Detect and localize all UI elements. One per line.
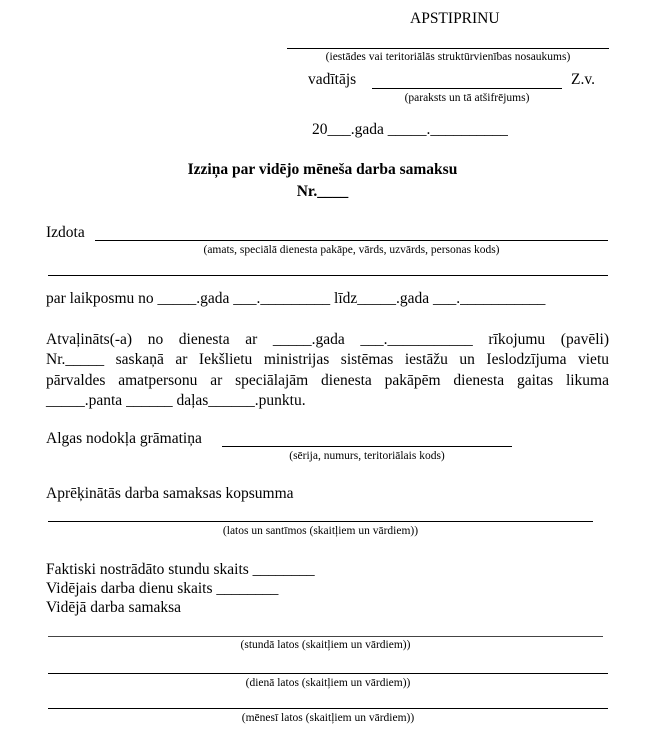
tax-book-caption: (sērija, numurs, teritoriālais kods) — [289, 450, 445, 462]
document-title: Izziņa par vidējo mēneša darba samaksu — [187, 161, 458, 178]
issued-label: Izdota — [46, 224, 85, 241]
approve-date: 20___.gada _____.__________ — [312, 121, 508, 138]
dismissal-line-4: _____.panta ______ daļas______.punktu. — [46, 392, 306, 409]
seal-label: Z.v. — [571, 71, 595, 88]
average-month-caption: (mēnesī latos (skaitļiem un vārdiem)) — [241, 712, 415, 724]
total-line[interactable] — [48, 521, 593, 522]
days-label: Vidējais darba dienu skaits ________ — [46, 580, 279, 597]
institution-caption: (iestādes vai teritoriālās struktūrvienības nosaukums) — [325, 51, 571, 63]
hours-label: Faktiski nostrādāto stundu skaits ________ — [46, 561, 315, 578]
signature-line[interactable] — [372, 88, 562, 89]
tax-book-line[interactable] — [222, 446, 512, 447]
issued-line-2[interactable] — [48, 275, 608, 276]
approve-title: APSTIPRINU — [410, 10, 500, 27]
period-text: par laikposmu no _____.gada ___._________ līdz_____.gada ___.___________ — [46, 290, 546, 307]
dismissal-line-2: Nr._____ saskaņā ar Iekšlietu ministrijas sistēmas iestāžu un Ieslodzījuma vietu — [46, 351, 609, 368]
issued-caption: (amats, speciālā dienesta pakāpe, vārds, uzvārds, personas kods) — [203, 244, 500, 256]
dismissal-line-3: pārvaldes amatpersonu ar speciālajām dienesta pakāpēm dienesta gaitas likuma — [46, 372, 609, 389]
institution-line[interactable] — [287, 48, 609, 49]
head-label: vadītājs — [308, 71, 357, 88]
average-day-line[interactable] — [48, 673, 608, 674]
average-day-caption: (dienā latos (skaitļiem un vārdiem)) — [245, 677, 411, 689]
average-hour-caption: (stundā latos (skaitļiem un vārdiem)) — [240, 639, 411, 651]
document-number: Nr.____ — [296, 183, 349, 200]
issued-line[interactable] — [95, 240, 608, 241]
total-caption: (latos un santīmos (skaitļiem un vārdiem)) — [222, 525, 419, 537]
total-label: Aprēķinātās darba samaksas kopsumma — [46, 485, 294, 502]
tax-book-label: Algas nodokļa grāmatiņa — [46, 430, 202, 447]
average-month-line[interactable] — [48, 708, 608, 709]
dismissal-line-1: Atvaļināts(-a) no dienesta ar _____.gada ___.___________ rīkojumu (pavēli) — [46, 331, 609, 348]
average-label: Vidējā darba samaksa — [46, 599, 182, 616]
signature-caption: (paraksts un tā atšifrējums) — [404, 92, 530, 104]
average-hour-line[interactable] — [48, 636, 603, 637]
